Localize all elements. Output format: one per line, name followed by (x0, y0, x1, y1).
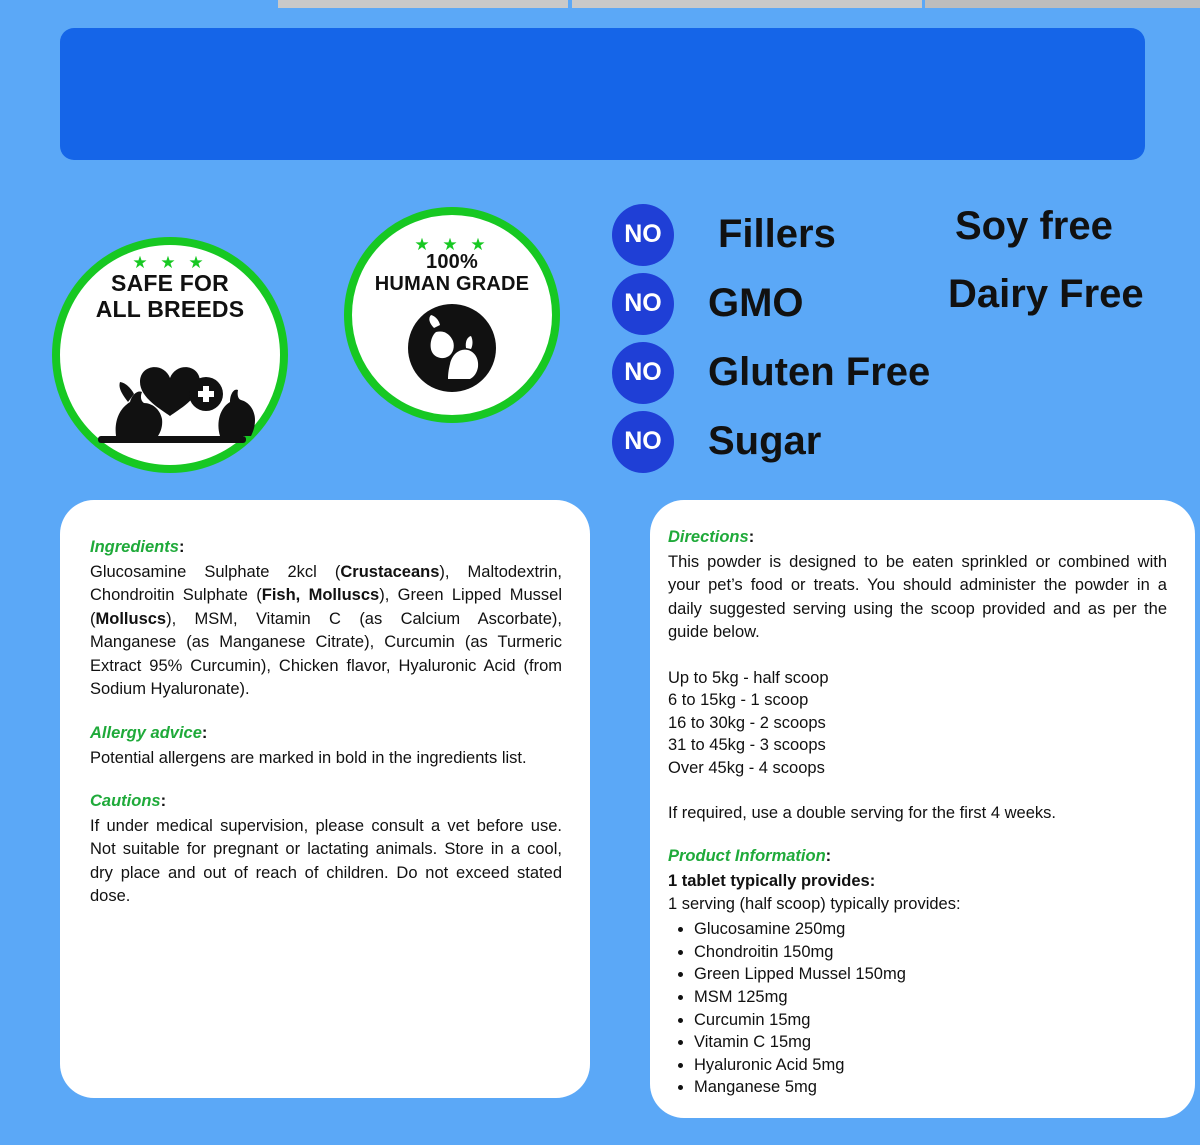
nutrient-item: • Glucosamine 250mg (694, 918, 1167, 941)
stars-decoration: ★ ★ ★ (414, 235, 490, 254)
nutrient-item: • Green Lipped Mussel 150mg (694, 963, 1167, 986)
serving-provides-line: 1 serving (half scoop) typically provides: (668, 895, 961, 914)
ingredients-text: Glucosamine Sulphate 2kcl (Crustaceans), Maltodextrin, Chondroitin Sulphate (Fish, Molluscs), Green Lipped Mussel (Molluscs), MSM, Vitamin C (as Calcium Ascorbate), Manganese (as Manganese Citrate), Curcumin (as Turmeric Extract 95% Curcumin), Chicken flavor, Hyaluronic Acid (from Sodium Hyaluronate). (90, 563, 563, 699)
allergy-advice-text: Potential allergens are marked in bold in the ingredients list. (90, 748, 527, 767)
claim-label-fillers: Fillers (718, 212, 836, 256)
dosage-item: 31 to 45kg - 3 scoops (668, 736, 826, 755)
dosage-item: 16 to 30kg - 2 scoops (668, 713, 826, 732)
dosage-item: 6 to 15kg - 1 scoop (668, 691, 809, 710)
claim-label-sugar: Sugar (708, 419, 822, 463)
directions-card (650, 500, 1195, 1118)
badge-safe-for-all-breeds (52, 237, 288, 473)
cautions-heading: Cautions: (90, 791, 167, 810)
claim-label-gmo: GMO (708, 281, 804, 325)
dosage-item: Up to 5kg - half scoop (668, 668, 829, 687)
nutrient-list (668, 918, 1167, 1099)
allergy-advice-heading: Allergy advice: (90, 723, 208, 742)
tablet-provides-line: 1 tablet typically provides: (668, 872, 876, 891)
no-chip: NO (612, 411, 674, 473)
product-information-heading: Product Information: (668, 847, 832, 866)
badge-safe-text (60, 271, 280, 323)
page-edge-segment (925, 0, 1200, 8)
claim-label-dairy-free: Dairy Free (948, 272, 1144, 316)
nutrient-item: • MSM 125mg (694, 986, 1167, 1009)
side-claims-list (948, 200, 1195, 316)
no-chip: NO (612, 273, 674, 335)
no-chip: NO (612, 342, 674, 404)
claim-row-gluten-free (612, 338, 1192, 407)
nutrient-item: • Chondroitin 150mg (694, 941, 1167, 964)
dog-cat-heart-icon (82, 356, 258, 451)
cautions-text: If under medical supervision, please consult a vet before use. Not suitable for pregnant or lactating animals. Store in a cool, dry place and out of reach of children. Do not exceed stated dose. (90, 816, 562, 906)
claim-row-sugar (612, 407, 1192, 476)
badge-safe-line1: SAFE FOR (111, 270, 229, 296)
badge-human-line2: HUMAN GRADE (374, 273, 530, 296)
directions-text: This powder is designed to be eaten sprinkled or combined with your pet’s food or treats. You should administer the powder in a daily suggested serving using the scoop provided and as per the guide below. (668, 553, 1167, 642)
no-chip: NO (612, 204, 674, 266)
page-edge-segment (278, 0, 568, 8)
header-banner (60, 28, 1145, 160)
ingredients-heading: Ingredients: (90, 538, 185, 556)
stars-decoration: ★ ★ ★ (132, 253, 208, 272)
double-serving-note: If required, use a double serving for the first 4 weeks. (668, 803, 1056, 822)
badge-human-line1: 100% (426, 251, 478, 273)
badge-100-human-grade (344, 207, 560, 423)
nutrient-item: • Curcumin 15mg (694, 1009, 1167, 1032)
dosage-item: Over 45kg - 4 scoops (668, 759, 825, 778)
dosage-guide-list (668, 667, 1167, 780)
nutrient-item: • Manganese 5mg (694, 1076, 1167, 1099)
directions-heading: Directions: (668, 528, 755, 546)
badge-human-text (352, 251, 552, 296)
page-edge-segment (572, 0, 922, 8)
page-edge-strip (0, 0, 1200, 8)
badge-safe-line2: ALL BREEDS (95, 295, 245, 322)
claim-label-gluten-free: Gluten Free (708, 350, 931, 394)
claim-label-soy-free: Soy free (955, 204, 1113, 248)
ingredients-card (60, 500, 590, 1098)
nutrient-item: • Vitamin C 15mg (694, 1031, 1167, 1054)
nutrient-item: • Hyaluronic Acid 5mg (694, 1054, 1167, 1077)
dog-cat-circle-icon (406, 302, 498, 399)
